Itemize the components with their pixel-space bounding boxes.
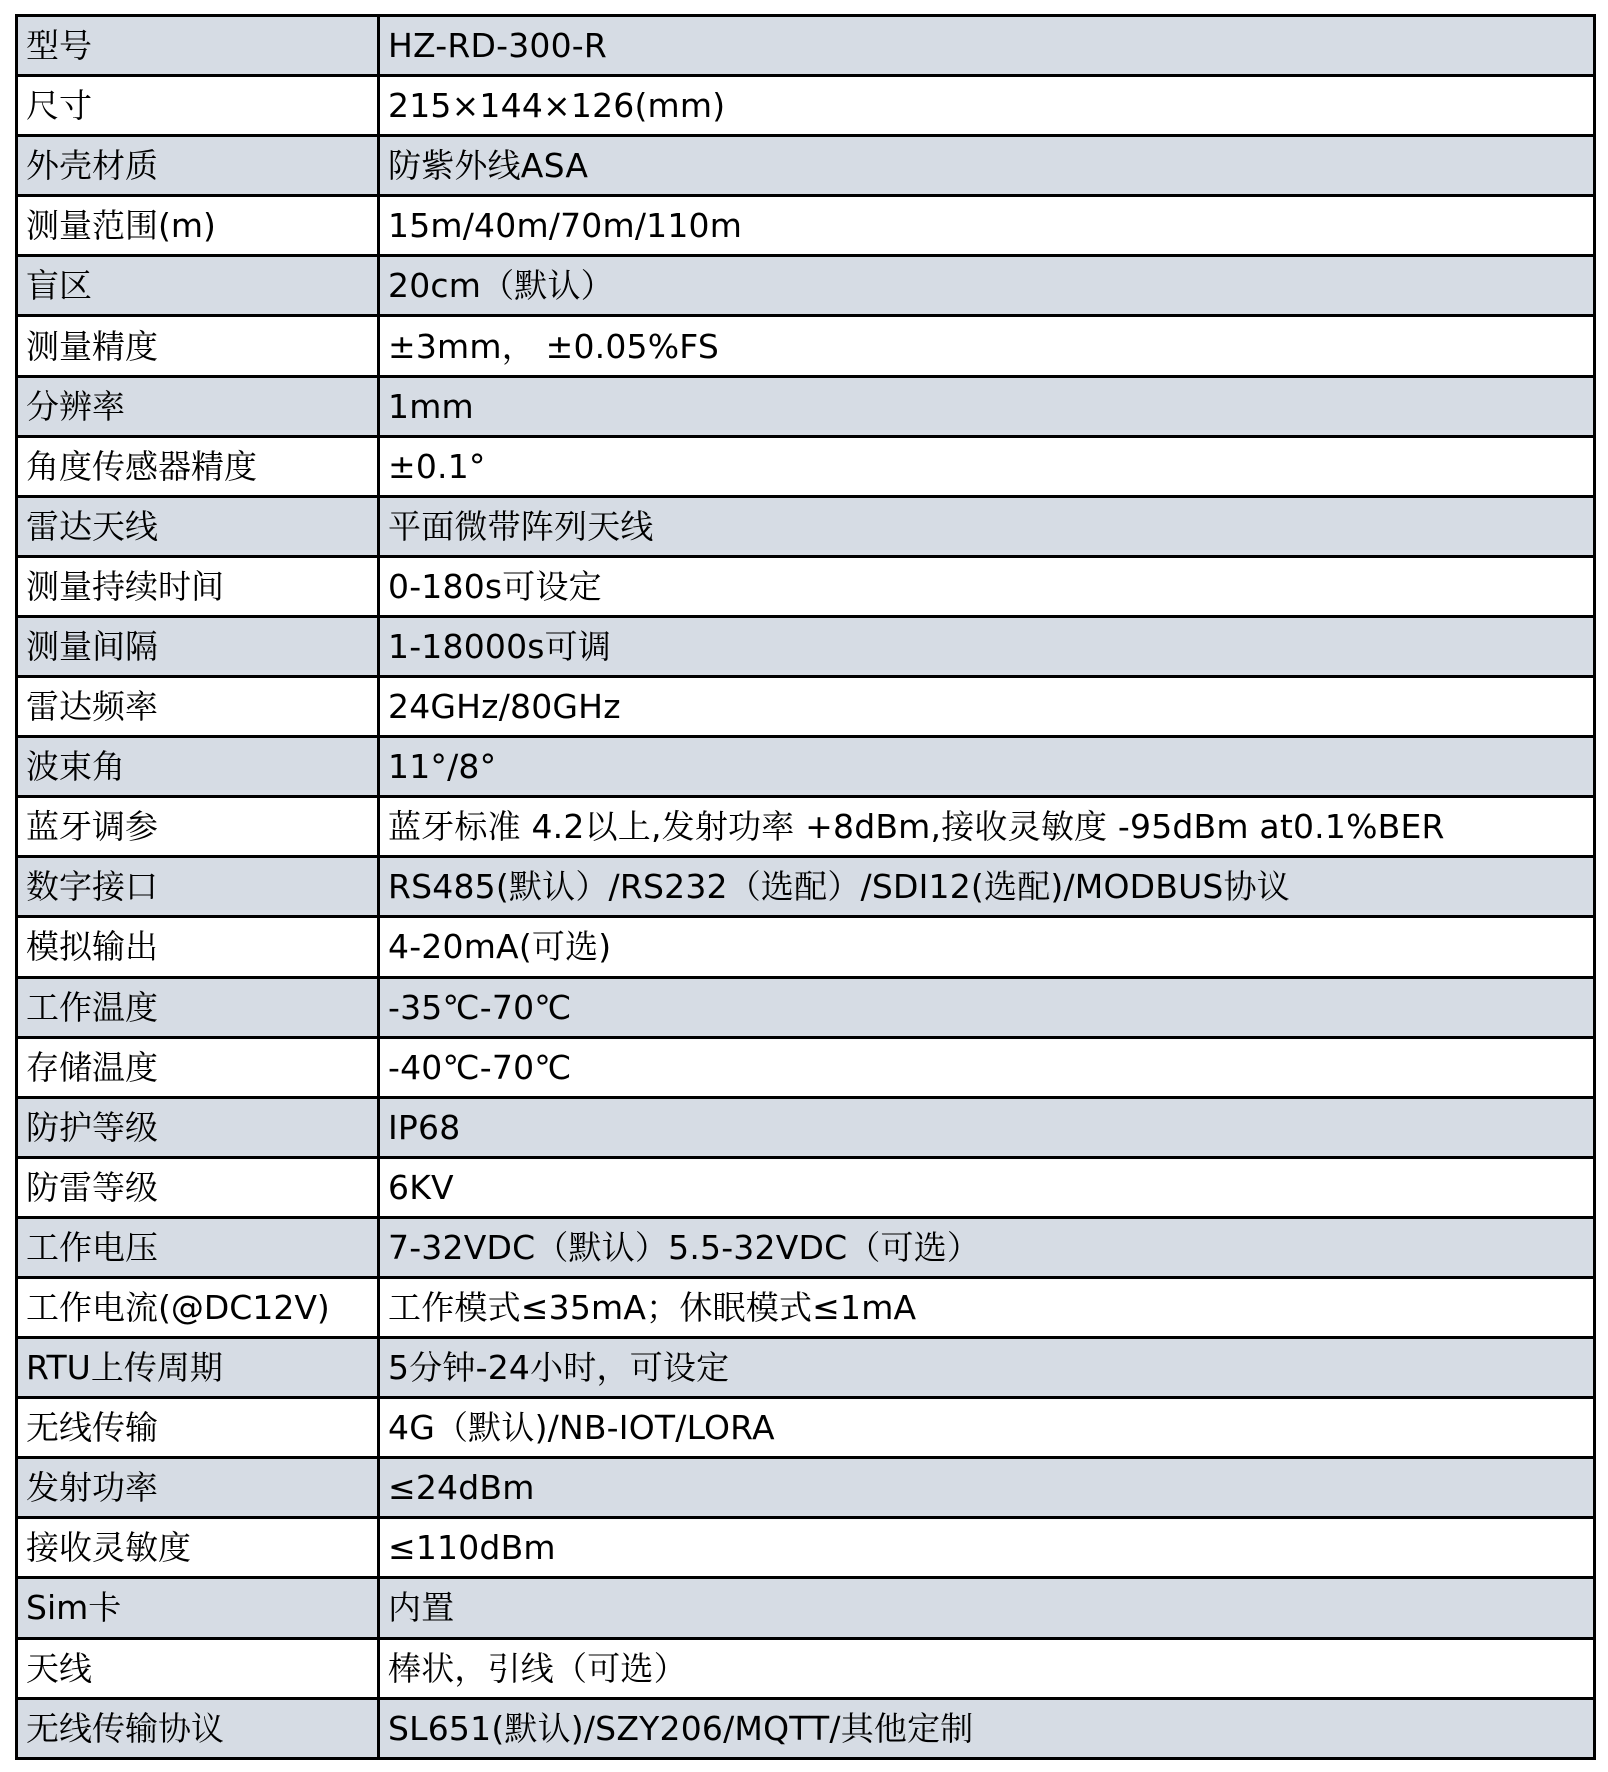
spec-row-angle-sensor-accuracy bbox=[17, 436, 1595, 496]
spec-row-radar-frequency bbox=[17, 677, 1595, 737]
spec-value: 工作模式≤35mA；休眠模式≤1mA bbox=[379, 1277, 1595, 1337]
spec-key: 角度传感器精度 bbox=[17, 436, 379, 496]
spec-key: 无线传输协议 bbox=[17, 1698, 379, 1758]
spec-row-protection-rating bbox=[17, 1097, 1595, 1157]
spec-row-operating-current bbox=[17, 1277, 1595, 1337]
spec-row-measurement-interval bbox=[17, 616, 1595, 676]
spec-row-blind-zone bbox=[17, 256, 1595, 316]
spec-value: HZ-RD-300-R bbox=[379, 16, 1595, 76]
spec-key: 无线传输 bbox=[17, 1398, 379, 1458]
spec-row-transmit-power bbox=[17, 1458, 1595, 1518]
spec-value: 平面微带阵列天线 bbox=[379, 496, 1595, 556]
spec-key: 蓝牙调参 bbox=[17, 797, 379, 857]
spec-key: 波束角 bbox=[17, 737, 379, 797]
spec-row-operating-temperature bbox=[17, 977, 1595, 1037]
spec-row-antenna bbox=[17, 1638, 1595, 1698]
spec-key: 外壳材质 bbox=[17, 136, 379, 196]
spec-row-receive-sensitivity bbox=[17, 1518, 1595, 1578]
spec-value: 0-180s可设定 bbox=[379, 556, 1595, 616]
spec-row-wireless-transmission bbox=[17, 1398, 1595, 1458]
spec-row-radar-antenna bbox=[17, 496, 1595, 556]
spec-value: 5分钟-24小时，可设定 bbox=[379, 1338, 1595, 1398]
spec-row-bluetooth bbox=[17, 797, 1595, 857]
spec-table bbox=[15, 14, 1596, 1760]
spec-row-measuring-range bbox=[17, 196, 1595, 256]
spec-value: ±0.1° bbox=[379, 436, 1595, 496]
spec-row-measurement-duration bbox=[17, 556, 1595, 616]
spec-key: 天线 bbox=[17, 1638, 379, 1698]
spec-row-beam-angle bbox=[17, 737, 1595, 797]
spec-row-sim-card bbox=[17, 1578, 1595, 1638]
spec-row-dimensions bbox=[17, 76, 1595, 136]
spec-value: 4G（默认)/NB-IOT/LORA bbox=[379, 1398, 1595, 1458]
spec-row-resolution bbox=[17, 376, 1595, 436]
spec-value: RS485(默认）/RS232（选配）/SDI12(选配)/MODBUS协议 bbox=[379, 857, 1595, 917]
spec-row-analog-output bbox=[17, 917, 1595, 977]
spec-value: ±3mm， ±0.05%FS bbox=[379, 316, 1595, 376]
spec-value: 内置 bbox=[379, 1578, 1595, 1638]
spec-key: 尺寸 bbox=[17, 76, 379, 136]
spec-key: 存储温度 bbox=[17, 1037, 379, 1097]
spec-key: RTU上传周期 bbox=[17, 1338, 379, 1398]
spec-value: 7-32VDC（默认）5.5-32VDC（可选） bbox=[379, 1217, 1595, 1277]
spec-row-wireless-protocol bbox=[17, 1698, 1595, 1758]
spec-key: 测量持续时间 bbox=[17, 556, 379, 616]
spec-key: 盲区 bbox=[17, 256, 379, 316]
spec-key: 分辨率 bbox=[17, 376, 379, 436]
spec-key: 测量间隔 bbox=[17, 616, 379, 676]
spec-value: 蓝牙标准 4.2以上,发射功率 +8dBm,接收灵敏度 -95dBm at0.1%BER bbox=[379, 797, 1595, 857]
spec-row-housing-material bbox=[17, 136, 1595, 196]
spec-value: 20cm（默认） bbox=[379, 256, 1595, 316]
spec-value: 15m/40m/70m/110m bbox=[379, 196, 1595, 256]
spec-key: 工作电流(@DC12V) bbox=[17, 1277, 379, 1337]
spec-table-body bbox=[17, 16, 1595, 1759]
spec-value: 6KV bbox=[379, 1157, 1595, 1217]
spec-key: 雷达天线 bbox=[17, 496, 379, 556]
spec-row-digital-interface bbox=[17, 857, 1595, 917]
spec-key: 工作温度 bbox=[17, 977, 379, 1037]
spec-key: 发射功率 bbox=[17, 1458, 379, 1518]
spec-value: ≤110dBm bbox=[379, 1518, 1595, 1578]
spec-key: 雷达频率 bbox=[17, 677, 379, 737]
spec-row-storage-temperature bbox=[17, 1037, 1595, 1097]
spec-value: IP68 bbox=[379, 1097, 1595, 1157]
spec-row-lightning-protection bbox=[17, 1157, 1595, 1217]
spec-key: 型号 bbox=[17, 16, 379, 76]
spec-key: Sim卡 bbox=[17, 1578, 379, 1638]
spec-value: 4-20mA(可选) bbox=[379, 917, 1595, 977]
spec-value: 215×144×126(mm) bbox=[379, 76, 1595, 136]
spec-value: 1-18000s可调 bbox=[379, 616, 1595, 676]
spec-row-rtu-upload-period bbox=[17, 1338, 1595, 1398]
spec-row-model bbox=[17, 16, 1595, 76]
spec-value: 11°/8° bbox=[379, 737, 1595, 797]
spec-key: 模拟输出 bbox=[17, 917, 379, 977]
spec-key: 工作电压 bbox=[17, 1217, 379, 1277]
spec-value: 1mm bbox=[379, 376, 1595, 436]
spec-value: SL651(默认)/SZY206/MQTT/其他定制 bbox=[379, 1698, 1595, 1758]
spec-row-accuracy bbox=[17, 316, 1595, 376]
spec-key: 数字接口 bbox=[17, 857, 379, 917]
spec-key: 防护等级 bbox=[17, 1097, 379, 1157]
spec-value: 棒状，引线（可选） bbox=[379, 1638, 1595, 1698]
spec-row-operating-voltage bbox=[17, 1217, 1595, 1277]
spec-key: 接收灵敏度 bbox=[17, 1518, 379, 1578]
spec-key: 测量范围(m) bbox=[17, 196, 379, 256]
spec-value: -40℃-70℃ bbox=[379, 1037, 1595, 1097]
spec-key: 测量精度 bbox=[17, 316, 379, 376]
spec-value: 防紫外线ASA bbox=[379, 136, 1595, 196]
spec-value: ≤24dBm bbox=[379, 1458, 1595, 1518]
spec-value: 24GHz/80GHz bbox=[379, 677, 1595, 737]
spec-value: -35℃-70℃ bbox=[379, 977, 1595, 1037]
spec-key: 防雷等级 bbox=[17, 1157, 379, 1217]
